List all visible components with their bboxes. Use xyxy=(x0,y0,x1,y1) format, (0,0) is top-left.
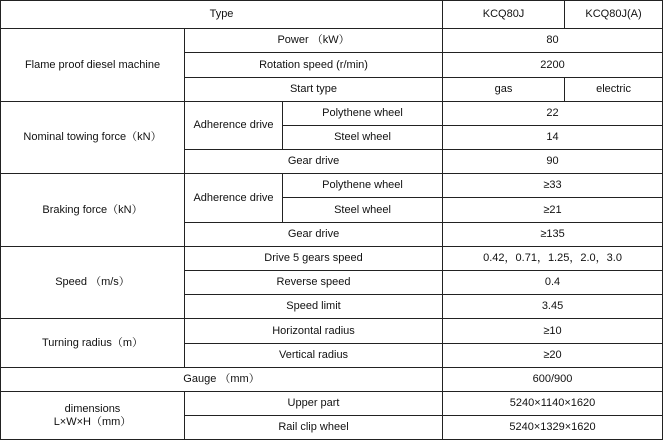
rotation-label: Rotation speed (r/min) xyxy=(185,53,443,78)
upper-part-label: Upper part xyxy=(185,392,443,416)
braking-gear-label: Gear drive xyxy=(185,223,443,247)
towing-gear-value: 90 xyxy=(443,150,663,174)
table-row xyxy=(1,1,663,29)
drive-speed-label: Drive 5 gears speed xyxy=(185,247,443,271)
towing-steel-label: Steel wheel xyxy=(283,126,443,150)
power-label: Power （kW） xyxy=(185,29,443,53)
dimensions-label-line2: L×W×H（mm） xyxy=(53,415,132,428)
braking-poly-value: ≥33 xyxy=(443,174,663,198)
braking-group-label: Braking force（kN） xyxy=(1,174,185,247)
table-row xyxy=(1,29,663,53)
vertical-radius-value: ≥20 xyxy=(443,344,663,368)
upper-part-value: 5240×1140×1620 xyxy=(443,392,663,416)
turning-group-label: Turning radius（m） xyxy=(1,319,185,368)
type-header: Type xyxy=(1,1,443,29)
speed-limit-value: 3.45 xyxy=(443,295,663,319)
start-type-b: electric xyxy=(565,78,663,102)
power-value: 80 xyxy=(443,29,663,53)
towing-steel-value: 14 xyxy=(443,126,663,150)
braking-steel-label: Steel wheel xyxy=(283,198,443,223)
braking-gear-value: ≥135 xyxy=(443,223,663,247)
speed-limit-label: Speed limit xyxy=(185,295,443,319)
gauge-value: 600/900 xyxy=(443,368,663,392)
reverse-speed-value: 0.4 xyxy=(443,271,663,295)
table-row xyxy=(1,102,663,126)
table-row xyxy=(1,247,663,271)
start-type-a: gas xyxy=(443,78,565,102)
start-type-label: Start type xyxy=(185,78,443,102)
reverse-speed-label: Reverse speed xyxy=(185,271,443,295)
table-row xyxy=(1,319,663,344)
rail-clip-value: 5240×1329×1620 xyxy=(443,416,663,440)
table-row xyxy=(1,392,663,416)
drive-speed-value: 0.42，0.71，1.25，2.0，3.0 xyxy=(443,247,663,271)
rail-clip-label: Rail clip wheel xyxy=(185,416,443,440)
dimensions-group-label xyxy=(1,392,185,440)
towing-group-label: Nominal towing force（kN） xyxy=(1,102,185,174)
table-row xyxy=(1,174,663,198)
gauge-label: Gauge （mm） xyxy=(1,368,443,392)
towing-poly-label: Polythene wheel xyxy=(283,102,443,126)
dimensions-label-line1: dimensions xyxy=(64,402,121,415)
braking-adherence-label: Adherence drive xyxy=(185,174,283,223)
towing-adherence-label: Adherence drive xyxy=(185,102,283,150)
model-b-header: KCQ80J(A) xyxy=(565,1,663,29)
diesel-group-label: Flame proof diesel machine xyxy=(1,29,185,102)
towing-gear-label: Gear drive xyxy=(185,150,443,174)
table-row xyxy=(1,368,663,392)
speed-group-label: Speed （m/s） xyxy=(1,247,185,319)
horizontal-radius-value: ≥10 xyxy=(443,319,663,344)
braking-steel-value: ≥21 xyxy=(443,198,663,223)
rotation-value: 2200 xyxy=(443,53,663,78)
model-a-header: KCQ80J xyxy=(443,1,565,29)
horizontal-radius-label: Horizontal radius xyxy=(185,319,443,344)
vertical-radius-label: Vertical radius xyxy=(185,344,443,368)
towing-poly-value: 22 xyxy=(443,102,663,126)
braking-poly-label: Polythene wheel xyxy=(283,174,443,198)
